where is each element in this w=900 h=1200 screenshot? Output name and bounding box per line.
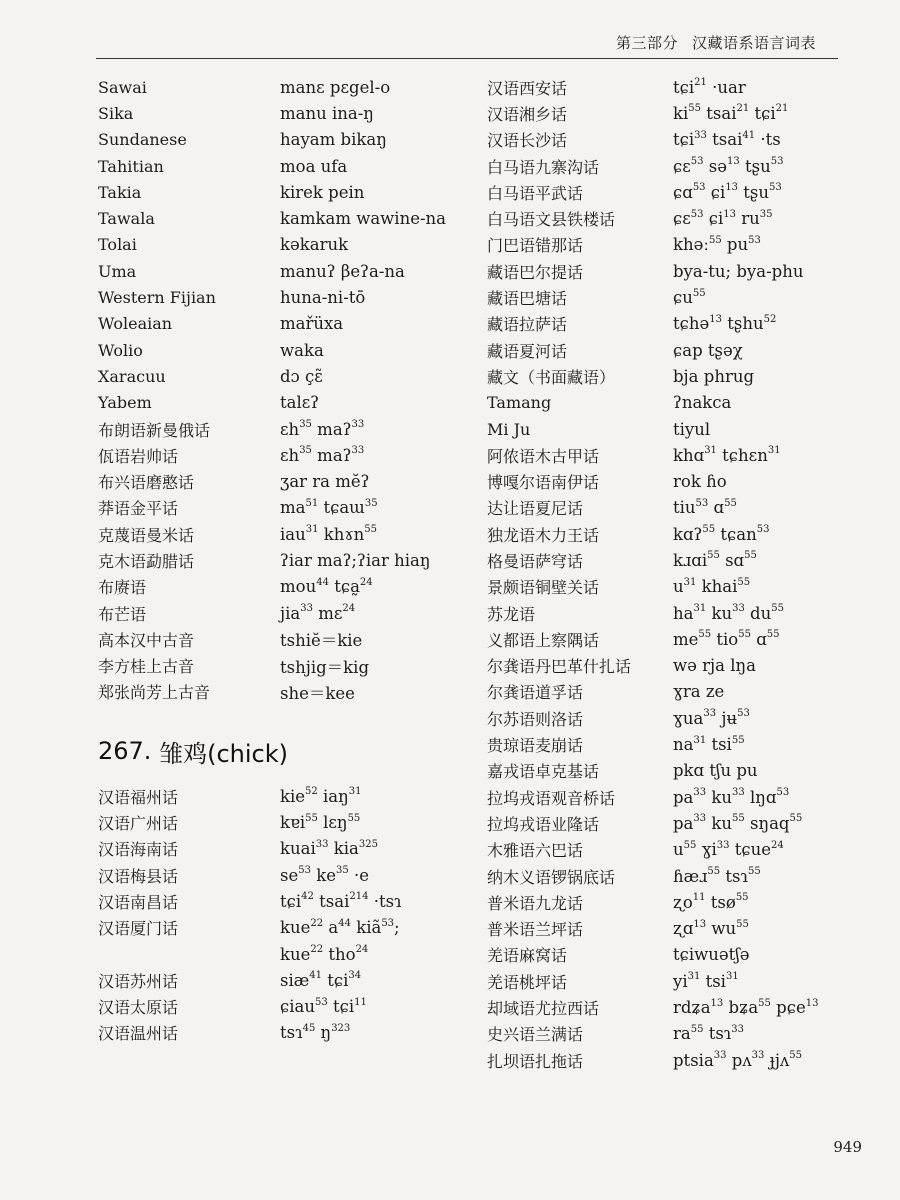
entry-row xyxy=(487,626,877,652)
word-form: ɛh$^{35}$ maʔ$^{33}$ xyxy=(280,445,365,465)
language-name: Woleaian xyxy=(98,314,173,334)
word-form: talɛʔ xyxy=(280,393,320,413)
entry-row xyxy=(98,1020,478,1046)
entry-row xyxy=(98,468,478,494)
language-name: 却域语尤拉西话 xyxy=(487,999,600,1019)
entry-row xyxy=(487,942,877,968)
entry-row xyxy=(98,153,478,179)
running-header xyxy=(616,32,816,53)
word-form: kie$^{52}$ iaŋ$^{31}$ xyxy=(280,786,362,806)
entry-row xyxy=(98,495,478,521)
header-title: 汉藏语系语言词表 xyxy=(691,34,816,52)
language-name: 汉语福州话 xyxy=(98,787,179,807)
word-form: tsɿ$^{45}$ $ŋ^{323}$ xyxy=(280,1022,351,1043)
language-name: 高本汉中古音 xyxy=(98,630,195,650)
entry-row xyxy=(98,915,478,941)
word-form: $me^{55}$ tio$^{55}$ ɑ$^{55}$ xyxy=(673,629,780,649)
entry-row xyxy=(98,74,478,100)
word-form: ɛh$^{35}$ maʔ$^{33}$ xyxy=(280,419,365,439)
entry-row xyxy=(487,784,877,810)
language-name: 义都语上察隅话 xyxy=(487,630,600,650)
language-name: 布兴语磨憨话 xyxy=(98,473,195,493)
word-form: khɑ$^{31}$ tɕhɛn$^{31}$ xyxy=(673,445,781,465)
entry-row xyxy=(487,468,877,494)
word-form: kamkam wawine-na xyxy=(280,209,446,229)
entry-row xyxy=(487,916,877,942)
entry-row xyxy=(487,205,877,231)
word-form: kue$^{22}$ tho$^{24}$ xyxy=(280,944,369,964)
word-form: ʐɑ$^{13}$ $wu^{55}$ xyxy=(673,918,749,939)
language-name: 独龙语木力王话 xyxy=(487,525,600,545)
entry-row xyxy=(487,653,877,679)
entry-row xyxy=(98,888,478,914)
language-name: 羌语麻窝话 xyxy=(487,946,568,966)
word-form: $u^{55}$ ɣi$^{33}$ tɕue$^{24}$ xyxy=(673,839,784,860)
entry-row xyxy=(98,994,478,1020)
word-form: kue$^{22}$ $a^{44}$ kiã$^{53}$; xyxy=(280,917,400,938)
entry-row xyxy=(487,100,877,126)
word-form: wə rja lŋa xyxy=(673,656,756,676)
language-name: Tahitian xyxy=(98,156,164,176)
entry-row xyxy=(98,311,478,337)
section-title: 雏鸡(chick) xyxy=(159,739,288,768)
word-form: tshiĕ＝kie xyxy=(280,631,363,651)
entry-row xyxy=(487,547,877,573)
entry-row xyxy=(487,837,877,863)
language-name: 达让语夏尼话 xyxy=(487,499,584,519)
language-name: Takia xyxy=(98,182,142,202)
entry-row xyxy=(487,574,877,600)
entry-row xyxy=(487,442,877,468)
entry-row xyxy=(98,127,478,153)
word-form: ɕɛ$^{53}$ ɕi$^{13}$ $ru^{35}$ xyxy=(673,208,773,229)
language-name: 郑张尚芳上古音 xyxy=(98,683,211,703)
language-name: Sawai xyxy=(98,77,147,97)
entry-row xyxy=(487,337,877,363)
language-name: Tawala xyxy=(98,209,155,229)
entry-row xyxy=(98,967,478,993)
language-name: 汉语湘乡话 xyxy=(487,104,568,124)
language-name: 汉语西安话 xyxy=(487,78,568,98)
word-form: ɕap tʂəχ xyxy=(673,340,743,360)
language-name: 布赓语 xyxy=(98,578,147,598)
word-form: huna-ni-tō xyxy=(280,288,366,308)
language-name: 拉坞戎语观音桥话 xyxy=(487,788,616,808)
word-form: kuai$^{33}$ kia$^{325}$ xyxy=(280,838,378,859)
language-name: 汉语海南话 xyxy=(98,840,179,860)
entry-row xyxy=(487,705,877,731)
entry-row xyxy=(487,153,877,179)
language-name: 藏语巴塘话 xyxy=(487,289,568,309)
entry-row xyxy=(487,127,877,153)
language-name: 藏语夏河话 xyxy=(487,341,568,361)
word-form: tɕhə$^{13}$ tʂhu$^{52}$ xyxy=(673,313,777,334)
entry-row xyxy=(487,810,877,836)
language-name: 莽语金平话 xyxy=(98,499,179,519)
language-name: Uma xyxy=(98,261,137,281)
language-name: 汉语广州话 xyxy=(98,814,179,834)
entry-row xyxy=(487,600,877,626)
entry-row xyxy=(98,258,478,284)
entry-row xyxy=(487,495,877,521)
word-form: she＝kee xyxy=(280,683,355,703)
language-name: 尔龚语丹巴革什扎话 xyxy=(487,657,632,677)
entry-row xyxy=(98,941,478,967)
right-column xyxy=(487,74,877,1073)
word-form: $pa^{33}$ $ku^{55}$ sŋaq$^{55}$ xyxy=(673,813,803,833)
entry-row xyxy=(487,679,877,705)
language-name: 白马语平武话 xyxy=(487,183,584,203)
entry-row xyxy=(98,600,478,626)
language-name: 克木语勐腊话 xyxy=(98,551,195,571)
word-form: tshjig＝kig xyxy=(280,657,370,677)
language-name: Sundanese xyxy=(98,130,187,150)
language-name: Mi Ju xyxy=(487,419,531,439)
language-name: Yabem xyxy=(98,393,152,413)
entry-row xyxy=(98,679,478,705)
entry-row xyxy=(487,363,877,389)
section-number: 267. xyxy=(98,737,152,766)
word-form: manɛ pɛgel-o xyxy=(280,77,391,97)
entry-row xyxy=(98,179,478,205)
entry-row xyxy=(487,311,877,337)
language-name: 汉语梅县话 xyxy=(98,866,179,886)
language-name: 普米语九龙话 xyxy=(487,893,584,913)
entry-row xyxy=(98,809,478,835)
language-name: 汉语太原话 xyxy=(98,998,179,1018)
word-form: bja phrug xyxy=(673,366,755,386)
entry-row xyxy=(98,416,478,442)
word-form: ɕu$^{55}$ xyxy=(673,287,706,308)
page-number: 949 xyxy=(833,1138,862,1156)
language-name: 苏龙语 xyxy=(487,604,536,624)
entry-row xyxy=(98,442,478,468)
word-form: ʔnakca xyxy=(673,393,732,413)
language-name: Western Fijian xyxy=(98,288,216,308)
language-name: 藏语拉萨话 xyxy=(487,315,568,335)
word-form: waka xyxy=(280,340,324,360)
word-form: tiu$^{53}$ ɑ$^{55}$ xyxy=(673,497,737,518)
language-name: 扎坝语扎拖话 xyxy=(487,1051,584,1071)
header-part: 第三部分 xyxy=(615,34,678,52)
entry-row xyxy=(98,232,478,258)
word-form: mou$^{44}$ tɕa̰$^{24}$ xyxy=(280,576,373,597)
language-name: 汉语温州话 xyxy=(98,1024,179,1044)
language-name: Sika xyxy=(98,103,134,123)
language-name: 嘉戎语卓克基话 xyxy=(487,762,600,782)
language-name: 拉坞戎语业隆话 xyxy=(487,814,600,834)
word-form: ptsia$^{33}$ pʌ$^{33}$ ɟjʌ$^{55}$ xyxy=(673,1050,803,1070)
word-form: ʒar ra mĕʔ xyxy=(280,472,370,492)
word-form: $ki^{55}$ tsai$^{21}$ tɕi$^{21}$ xyxy=(673,103,789,123)
language-name: 纳木义语锣锅底话 xyxy=(487,867,616,887)
word-form: moa ufa xyxy=(280,156,348,176)
word-form: pkɑ tʃu pu xyxy=(673,761,758,781)
language-name: 木雅语六巴话 xyxy=(487,841,584,861)
left-top-entries xyxy=(98,74,478,705)
left-column xyxy=(98,74,478,1046)
word-form: $u^{31}$ khai$^{55}$ xyxy=(673,576,751,597)
entry-row xyxy=(487,758,877,784)
entry-row xyxy=(98,390,478,416)
word-form: khəː$^{55}$ $pu^{53}$ xyxy=(673,234,761,255)
entry-row xyxy=(98,337,478,363)
word-form: tɕiwuətʃə xyxy=(673,945,750,965)
word-form: iau$^{31}$ khɤn$^{55}$ xyxy=(280,524,378,544)
language-name: 尔龚语道孚话 xyxy=(487,683,584,703)
language-name: 李方桂上古音 xyxy=(98,657,195,677)
entry-row xyxy=(487,74,877,100)
language-name: 尔苏语则洛话 xyxy=(487,709,584,729)
language-name: 克蔑语曼米话 xyxy=(98,525,195,545)
word-form: manuʔ βeʔa-na xyxy=(280,261,405,281)
entry-row xyxy=(487,968,877,994)
language-name: 布芒语 xyxy=(98,604,147,624)
language-name: Wolio xyxy=(98,340,143,360)
entry-row xyxy=(487,994,877,1020)
language-name: 史兴语兰满话 xyxy=(487,1025,584,1045)
entry-row xyxy=(487,889,877,915)
word-form: $se^{53}$ $ke^{35} \cdot e$ xyxy=(280,865,369,885)
entry-row xyxy=(487,258,877,284)
word-form: kɹɑi$^{55}$ sɑ$^{55}$ xyxy=(673,550,757,570)
entry-row xyxy=(98,100,478,126)
word-form: ɕiau$^{53}$ tɕi$^{11}$ xyxy=(280,996,367,1017)
right-entries xyxy=(487,74,877,1073)
word-form: $yi^{31}$ tsi$^{31}$ xyxy=(673,971,739,991)
word-form: ʔiar maʔ;ʔiar hiaŋ xyxy=(280,550,431,570)
entry-row xyxy=(487,390,877,416)
word-form: hayam bikaŋ xyxy=(280,130,387,150)
word-form: tɕi$^{42}$ tsai$^{214}$ ·tsɿ xyxy=(280,891,402,911)
entry-row xyxy=(487,731,877,757)
entry-row xyxy=(487,1021,877,1047)
word-form: rok ɦo xyxy=(673,472,727,492)
language-name: 汉语南昌话 xyxy=(98,892,179,912)
word-form: bya-tu; bya-phu xyxy=(673,261,804,281)
word-form: dɔ çɛ̃ xyxy=(280,366,323,386)
word-form: ʐo$^{11}$ tsø$^{55}$ xyxy=(673,892,749,912)
word-form: ɣra ze xyxy=(673,682,725,702)
language-name: 藏文（书面藏语） xyxy=(487,367,616,387)
entry-row xyxy=(98,862,478,888)
language-name: 羌语桃坪话 xyxy=(487,972,568,992)
word-form: ɦæɹ$^{55}$ tsɿ$^{55}$ xyxy=(673,866,761,886)
word-form: kɑʔ$^{55}$ tɕan$^{53}$ xyxy=(673,524,770,544)
word-form: tɕi$^{21}$ ·uar xyxy=(673,77,746,97)
language-name: 白马语九寨沟话 xyxy=(487,157,600,177)
entry-row xyxy=(98,521,478,547)
entry-row xyxy=(98,284,478,310)
language-name: 格曼语萨穹话 xyxy=(487,551,584,571)
language-name: 汉语苏州话 xyxy=(98,971,179,991)
language-name: 贵琼语麦崩话 xyxy=(487,736,584,756)
left-bottom-entries xyxy=(98,783,478,1046)
word-form: mařüxa xyxy=(280,314,344,334)
word-form: kɐi$^{55}$ lɛŋ$^{55}$ xyxy=(280,812,361,833)
word-form: kəkaruk xyxy=(280,235,349,255)
language-name: 白马语文县铁楼话 xyxy=(487,210,616,230)
word-form: tɕi$^{33}$ tsai$^{41}$ ·ts xyxy=(673,129,781,150)
entry-row xyxy=(98,574,478,600)
entry-row xyxy=(98,653,478,679)
language-name: Xaracuu xyxy=(98,366,166,386)
word-form: $ra^{55}$ tsɿ$^{33}$ xyxy=(673,1023,745,1044)
word-form: manu ina-ŋ xyxy=(280,103,374,123)
word-form: $na^{31}$ tsi$^{55}$ xyxy=(673,734,745,755)
entry-row xyxy=(487,416,877,442)
entry-row xyxy=(487,1047,877,1073)
word-form: ɕɑ$^{53}$ ɕi$^{13}$ tʂu$^{53}$ xyxy=(673,182,782,202)
language-name: 博嘎尔语南伊话 xyxy=(487,473,600,493)
word-form: $pa^{33}$ $ku^{33}$ lŋɑ$^{53}$ xyxy=(673,787,790,807)
word-form: ɕɛ$^{53}$ sə$^{13}$ tʂu$^{53}$ xyxy=(673,156,784,176)
language-name: 汉语厦门话 xyxy=(98,919,179,939)
word-form: $ma^{51}$ tɕaɯ$^{35}$ xyxy=(280,497,378,518)
word-form: ɣua$^{33}$ jʉ$^{53}$ xyxy=(673,708,750,728)
language-name: 景颇语铜壁关话 xyxy=(487,578,600,598)
language-name: 门巴语错那话 xyxy=(487,236,584,256)
section-heading xyxy=(98,727,478,775)
entry-row xyxy=(98,363,478,389)
language-name: Tamang xyxy=(487,393,552,413)
language-name: Tolai xyxy=(98,235,137,255)
language-name: 阿侬语木古甲话 xyxy=(487,446,600,466)
language-name: 藏语巴尔提话 xyxy=(487,262,584,282)
entry-row xyxy=(98,783,478,809)
word-form: rdʑa$^{13}$ bʑa$^{55}$ pɕe$^{13}$ xyxy=(673,997,819,1018)
language-name: 布朗语新曼俄话 xyxy=(98,420,211,440)
language-name: 汉语长沙话 xyxy=(487,131,568,151)
header-rule xyxy=(96,58,838,59)
entry-row xyxy=(98,547,478,573)
entry-row xyxy=(487,179,877,205)
word-form: jia$^{33}$ mɛ$^{24}$ xyxy=(280,603,356,623)
language-name: 佤语岩帅话 xyxy=(98,446,179,466)
language-name: 普米语兰坪话 xyxy=(487,920,584,940)
entry-row xyxy=(487,521,877,547)
entry-row xyxy=(98,626,478,652)
entry-row xyxy=(487,284,877,310)
word-form: kirek pein xyxy=(280,182,365,202)
entry-row xyxy=(487,863,877,889)
entry-row xyxy=(487,232,877,258)
word-form: $ha^{31}$ $ku^{33}$ $du^{55}$ xyxy=(673,603,784,623)
entry-row xyxy=(98,836,478,862)
word-form: siæ$^{41}$ tɕi$^{34}$ xyxy=(280,970,362,990)
word-form: tiyul xyxy=(673,419,711,439)
entry-row xyxy=(98,205,478,231)
